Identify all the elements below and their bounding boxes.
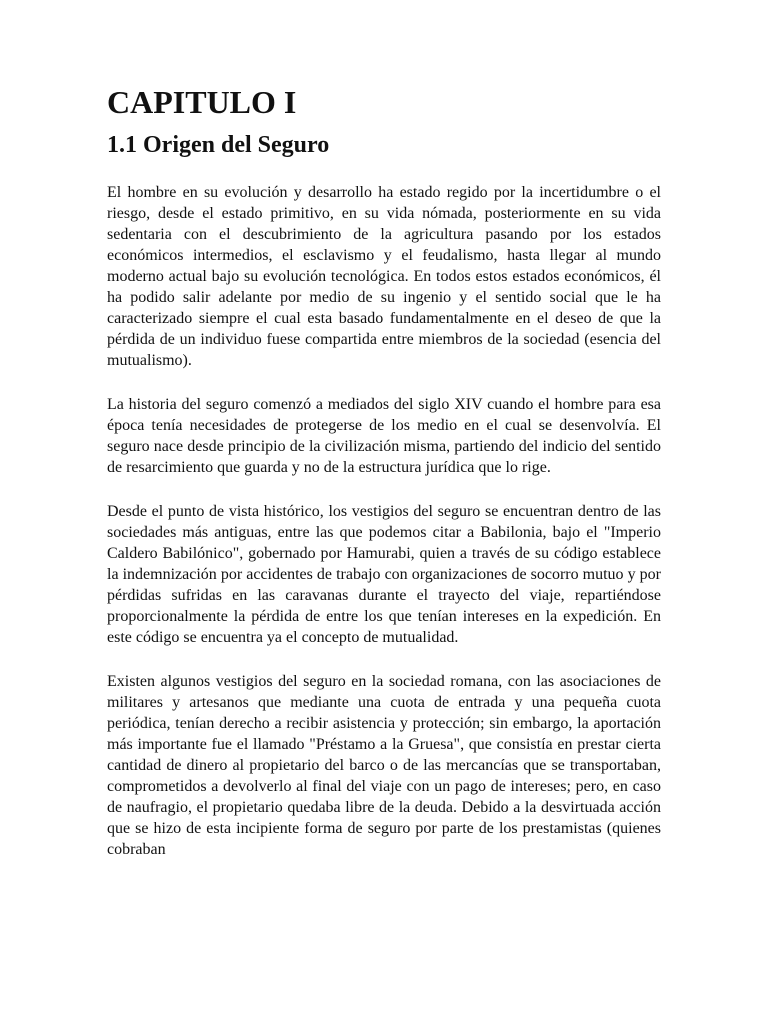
paragraph-4: Existen algunos vestigios del seguro en la sociedad romana, con las asociaciones de militares y artesanos que mediante una cuota de entrada y una pequeña cuota periódica, tenían derecho a recibir asistencia y protección; sin embargo, la aportación más importante fue el llamado "Préstamo a la Gruesa", que consistía en prestar cierta cantidad de dinero al propietario del barco o de las mercancías que se transportaban, comprometidos a devolverlo al final del viaje con un pago de intereses; pero, en caso de naufragio, el propietario quedaba libre de la deuda. Debido a la desvirtuada acción que se hizo de esta incipiente forma de seguro por parte de los prestamistas (quienes cobraban — [107, 673, 661, 858]
paragraph-1: El hombre en su evolución y desarrollo ha estado regido por la incertidumbre o el riesgo, desde el estado primitivo, en su vida nómada, posteriormente en su vida sedentaria con el descubrimiento de la agricultura pasando por los estados económicos intermedios, el esclavismo y el feudalismo, hasta llegar al mundo moderno actual bajo su evolución tecnológica. En todos estos estados económicos, él ha podido salir adelante por medio de su ingenio y el sentido social que le ha caracterizado siempre el cual esta basado fundamentalmente en el deseo de que la pérdida de un individuo fuese compartida entre miembros de la sociedad (esencia del mutualismo). — [107, 184, 661, 369]
chapter-title: CAPITULO I — [107, 84, 297, 120]
section-title: 1.1 Origen del Seguro — [107, 132, 330, 158]
paragraph-2: La historia del seguro comenzó a mediados del siglo XIV cuando el hombre para esa época tenía necesidades de protegerse de los medio en el cual se desenvolvía. El seguro nace desde principio de la civilización misma, partiendo del indicio del sentido de resarcimiento que guarda y no de la estructura jurídica que lo rige. — [107, 396, 661, 476]
paragraph-3: Desde el punto de vista histórico, los vestigios del seguro se encuentran dentro de las sociedades más antiguas, entre las que podemos citar a Babilonia, bajo el "Imperio Caldero Babilónico", gobernado por Hamurabi, quien a través de su código establece la indemnización por accidentes de trabajo con organizaciones de socorro mutuo y por pérdidas sufridas en las caravanas durante el trayecto del viaje, repartiéndose proporcionalmente la pérdida de entre los que tenían intereses en la expedición. En este código se encuentra ya el concepto de mutualidad. — [107, 503, 661, 646]
document-body — [107, 84, 661, 860]
